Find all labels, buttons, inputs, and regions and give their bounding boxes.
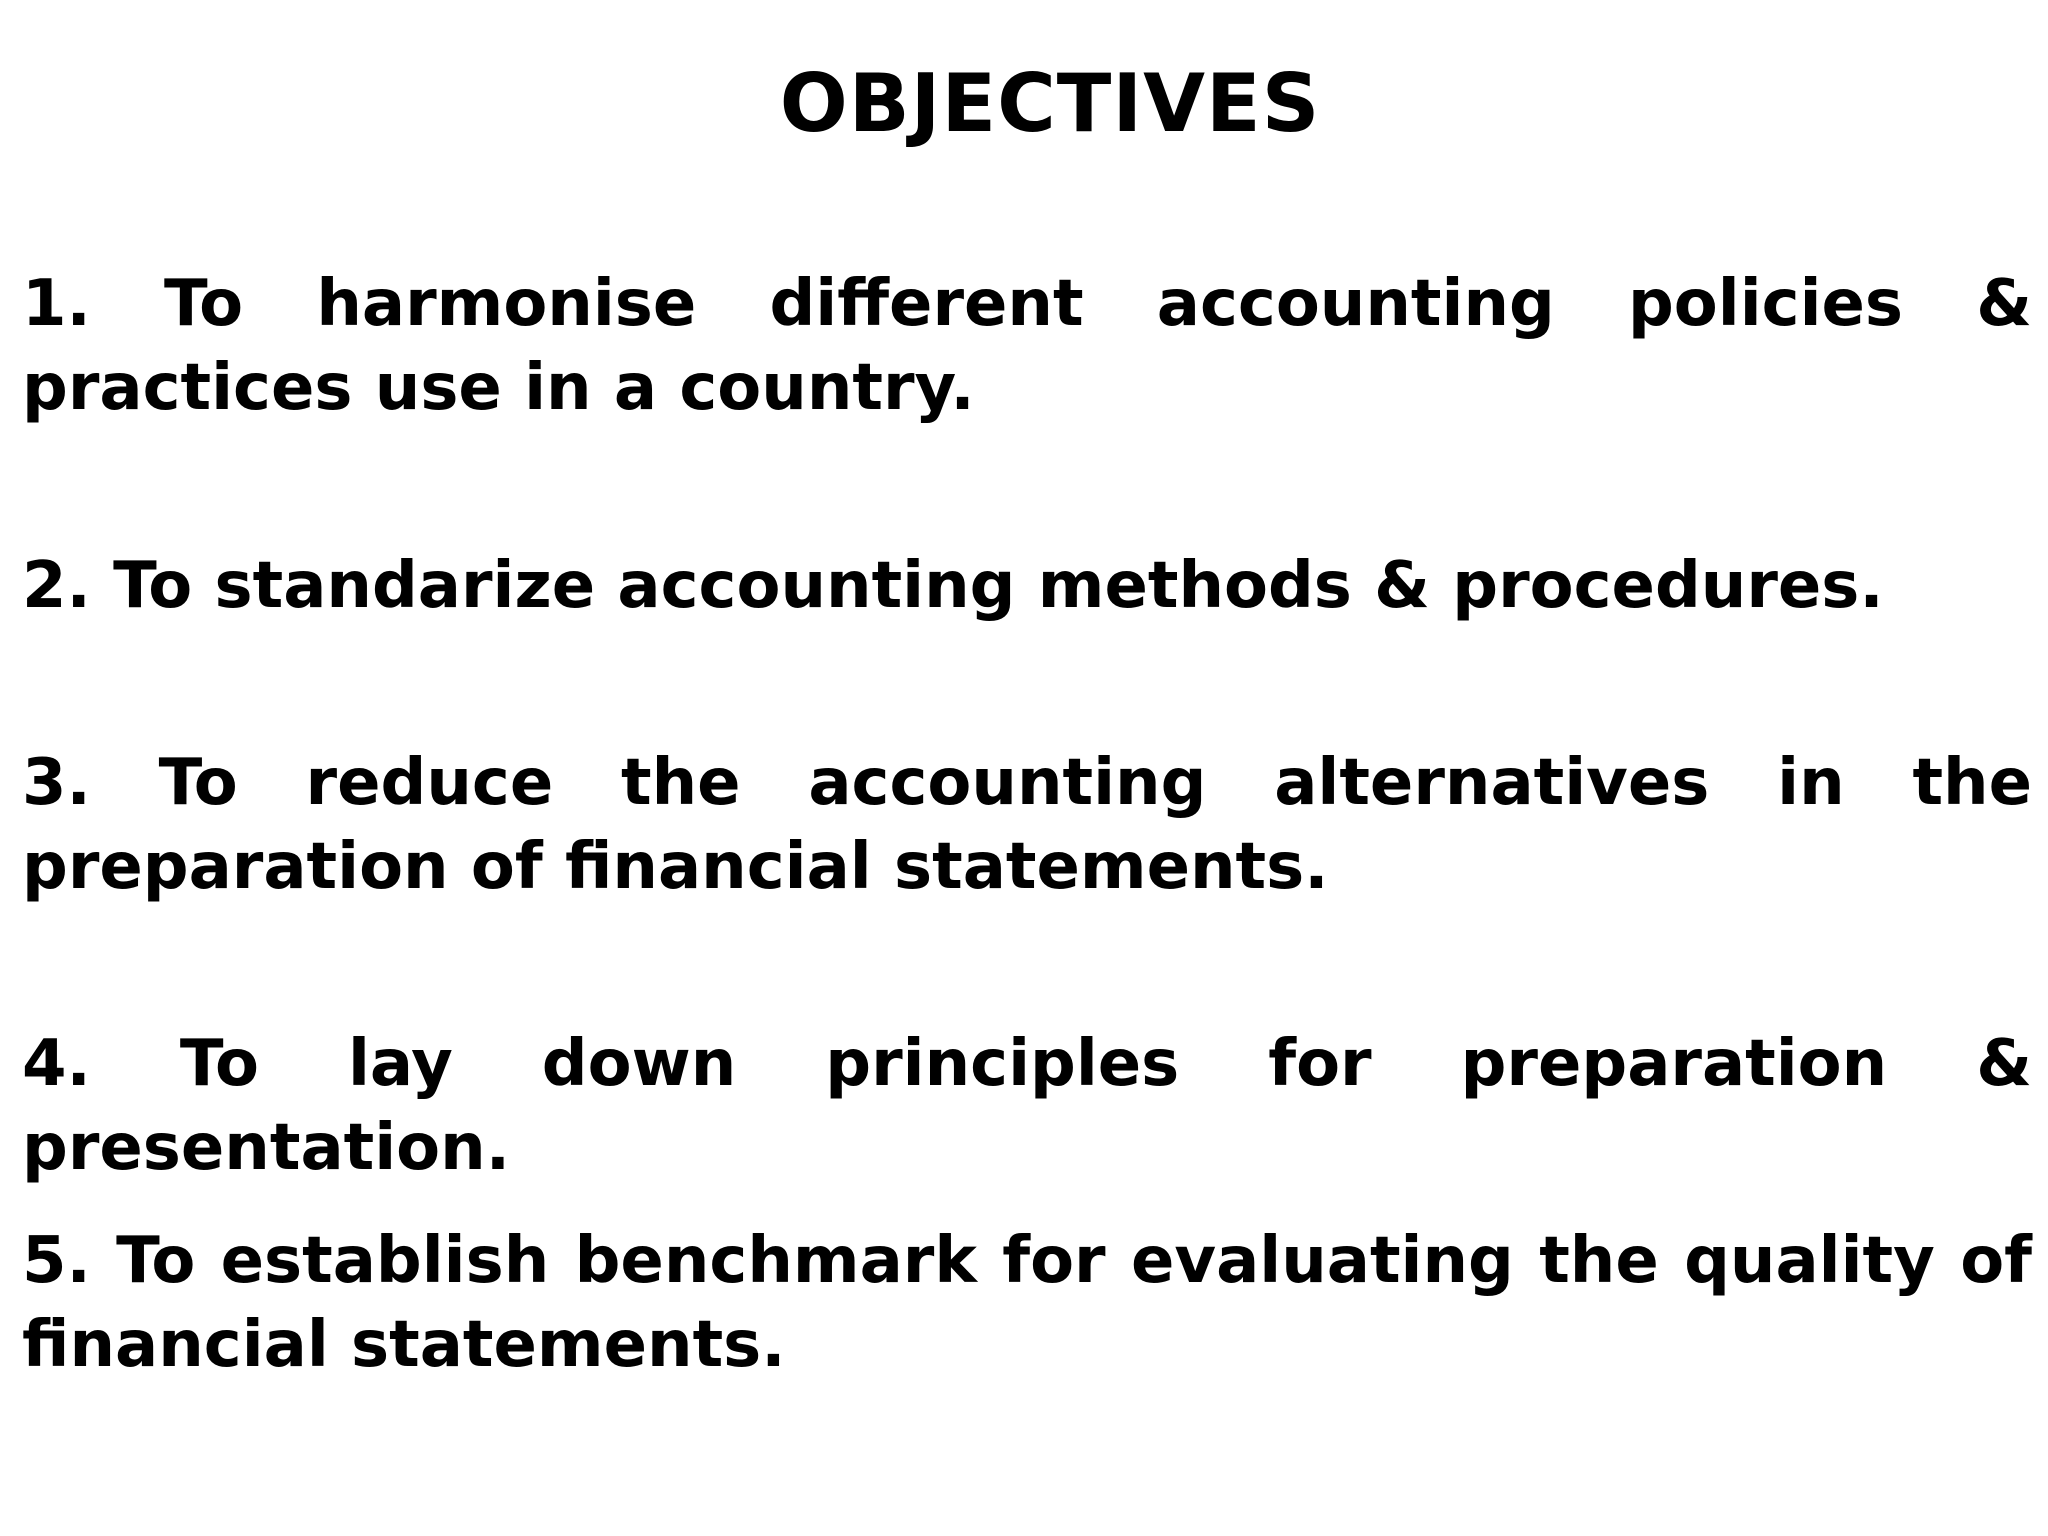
objective-item: 2. To standarize accounting methods & procedures.	[22, 549, 1884, 623]
objective-item: 5. To establish benchmark for evaluating the quality of financial statements.	[22, 1224, 2032, 1382]
objective-item: 1. To harmonise different accounting policies & practices use in a country.	[22, 267, 2032, 425]
objective-item: 3. To reduce the accounting alternatives in the preparation of financial statements.	[22, 746, 2032, 904]
objective-item: 4. To lay down principles for preparation & presentation.	[22, 1027, 2032, 1185]
slide-title: OBJECTIVES	[779, 57, 1321, 150]
